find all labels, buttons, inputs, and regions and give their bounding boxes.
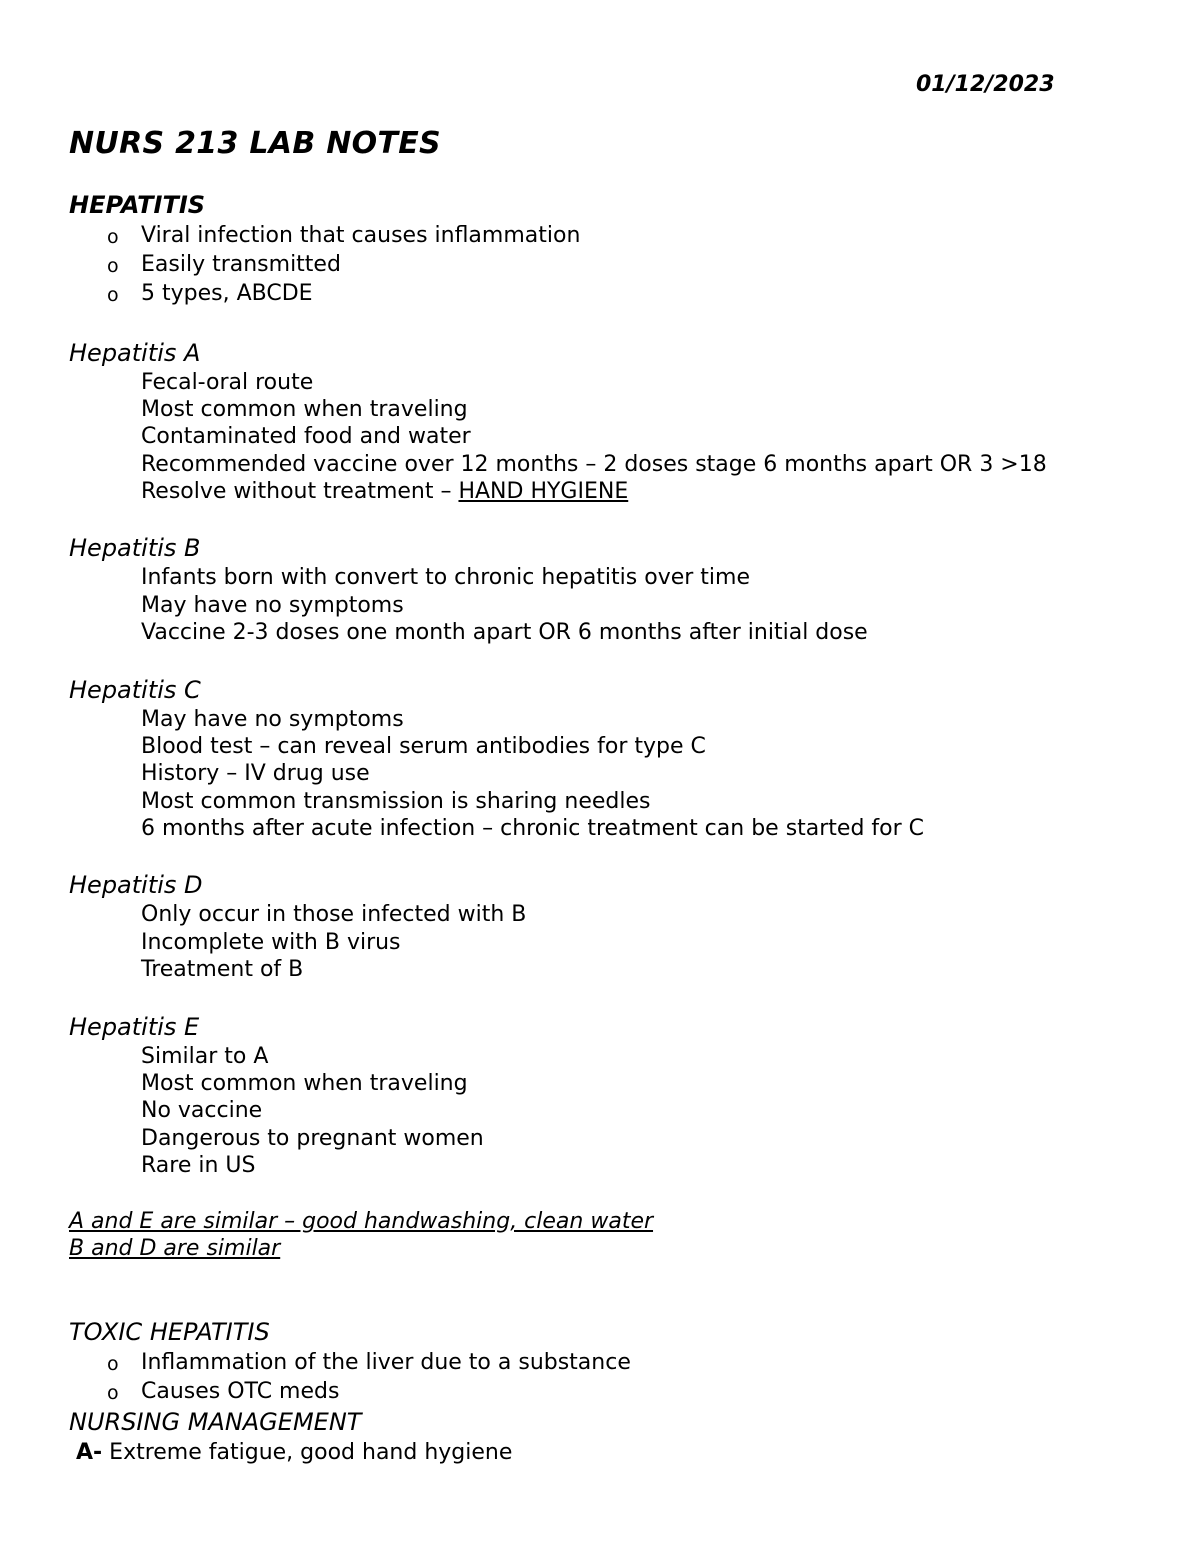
hepatitis-c-line: May have no symptoms (141, 707, 404, 732)
hepatitis-c-heading: Hepatitis C (69, 676, 201, 704)
hepatitis-a-line: Recommended vaccine over 12 months – 2 doses stage 6 months apart OR 3 >18 (141, 452, 1047, 477)
nursing-label: A- (76, 1440, 103, 1465)
similarity-note: B and D are similar (69, 1236, 281, 1261)
hepatitis-e-line: Most common when traveling (141, 1071, 468, 1096)
toxic-hepatitis-bullet: o Causes OTC meds (141, 1379, 339, 1404)
hepatitis-c-line: Blood test – can reveal serum antibodies for type C (141, 734, 706, 759)
hepatitis-a-line-prefix: Resolve without treatment – (141, 479, 459, 504)
hepatitis-c-line: History – IV drug use (141, 761, 370, 786)
hepatitis-bullet: o Viral infection that causes inflammation (141, 223, 580, 248)
hepatitis-e-line: No vaccine (141, 1098, 263, 1123)
hepatitis-a-line: Fecal-oral route (141, 370, 314, 395)
nursing-text: Extreme fatigue, good hand hygiene (102, 1440, 513, 1465)
hepatitis-d-heading: Hepatitis D (69, 871, 203, 899)
hepatitis-bullet: o Easily transmitted (141, 252, 341, 277)
document-title: NURS 213 LAB NOTES (69, 126, 441, 161)
hepatitis-heading: HEPATITIS (69, 191, 206, 219)
toxic-hepatitis-heading: TOXIC HEPATITIS (69, 1318, 270, 1346)
nursing-management-heading: NURSING MANAGEMENT (69, 1408, 362, 1436)
hepatitis-b-line: May have no symptoms (141, 593, 404, 618)
hepatitis-d-line: Treatment of B (141, 957, 304, 982)
hand-hygiene-emphasis: HAND HYGIENE (458, 479, 629, 504)
hepatitis-e-line: Dangerous to pregnant women (141, 1126, 484, 1151)
hepatitis-c-line: 6 months after acute infection – chronic treatment can be started for C (141, 816, 925, 841)
hepatitis-d-line: Only occur in those infected with B (141, 902, 527, 927)
hepatitis-b-line: Vaccine 2-3 doses one month apart OR 6 months after initial dose (141, 620, 868, 645)
hepatitis-b-line: Infants born with convert to chronic hepatitis over time (141, 565, 750, 590)
toxic-hepatitis-bullet: o Inflammation of the liver due to a substance (141, 1350, 631, 1375)
similarity-note: A and E are similar – good handwashing, clean water (69, 1209, 654, 1234)
nursing-management-line (76, 1440, 512, 1465)
hepatitis-d-line: Incomplete with B virus (141, 930, 401, 955)
hepatitis-c-line: Most common transmission is sharing needles (141, 789, 651, 814)
hepatitis-b-heading: Hepatitis B (69, 534, 201, 562)
hepatitis-e-heading: Hepatitis E (69, 1013, 200, 1041)
hepatitis-e-line: Similar to A (141, 1044, 269, 1069)
document-date: 01/12/2023 (916, 72, 1055, 97)
hepatitis-a-line: Most common when traveling (141, 397, 468, 422)
hepatitis-a-last-line (141, 479, 628, 504)
hepatitis-a-line: Contaminated food and water (141, 424, 471, 449)
hepatitis-bullet: o 5 types, ABCDE (141, 281, 313, 306)
hepatitis-e-line: Rare in US (141, 1153, 256, 1178)
hepatitis-a-heading: Hepatitis A (69, 339, 201, 367)
